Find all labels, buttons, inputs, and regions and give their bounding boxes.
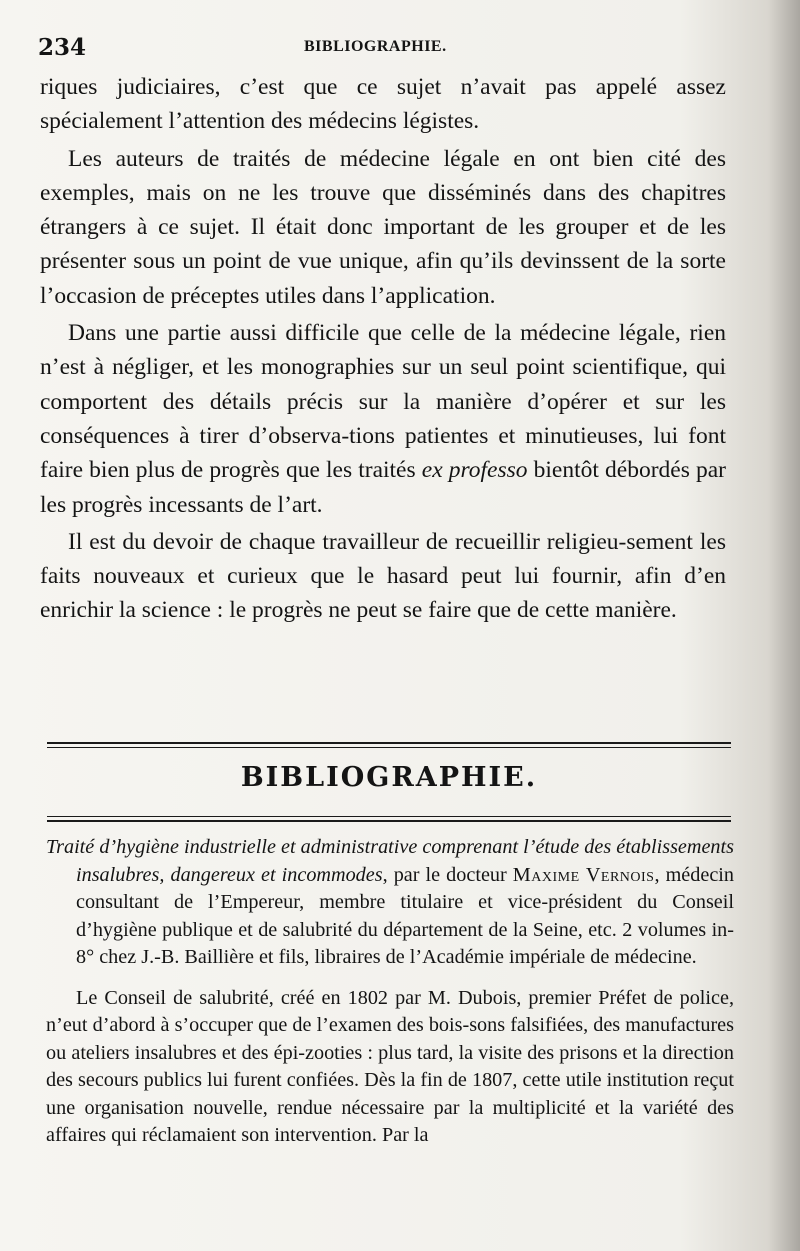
book-entry (46, 834, 734, 972)
page-header (38, 34, 738, 60)
paragraph-text: bientôt débordés par les progrès incessants de l’art. (40, 457, 726, 518)
section-title: BIBLIOGRAPHIE. (240, 762, 538, 793)
book-entry-text: , médecin consultant de l’Empereur, membre titulaire et vice-président du Conseil d’hygiène publique et de salubrité du département de la Seine, etc. 2 volumes in-8° chez J.-B. Baillière et fils, libraires de l’Académie impériale de médecine. (76, 863, 734, 968)
section-rule-thick (47, 742, 731, 744)
page-number: 234 (38, 34, 87, 61)
paragraph-continuation: riques judiciaires, c’est que ce sujet n’avait pas appelé assez spécialement l’attention des médecins légistes. (40, 74, 726, 135)
italic-phrase: ex professo (421, 457, 528, 484)
paragraph: Les auteurs de traités de médecine légale en ont bien cité des exemples, mais on ne les trouve que disséminés dans des chapitres étrangers à ce sujet. Il était donc important de les grouper et de les présenter sous un point de vue unique, afin qu’ils devinssent de la sorte l’occasion de préceptes utiles dans l’application. (40, 145, 726, 309)
paragraph (40, 316, 726, 522)
main-text (40, 70, 726, 628)
book-title: Traité d’hygiène industrielle et administrative comprenant l’étude des établissements insalubres, dangereux et incommodes (46, 836, 734, 886)
bibliography-text (46, 834, 734, 1150)
section-rule-thin (47, 816, 731, 817)
book-author: Maxime Vernois (512, 863, 655, 886)
paragraph: Le Conseil de salubrité, créé en 1802 par M. Dubois, premier Préfet de police, n’eut d’abord à s’occuper que de l’examen des bois-sons falsifiées, des manufactures ou ateliers insalubres et des épi-zooties : plus tard, la visite des prisons et la direction des secours publics lui furent confiées. Dès la fin de 1807, cette utile institution reçut une organisation nouvelle, rendue nécessaire par la multiplicité et la variété des affaires qui réclamaient son intervention. Par la (46, 986, 734, 1146)
running-head: BIBLIOGRAPHIE. (304, 38, 447, 55)
book-entry-text: , par le docteur (382, 863, 513, 886)
paragraph: Il est du devoir de chaque travailleur de recueillir religieu-sement les faits nouveaux et curieux que le hasard peut lui fournir, afin d’en enrichir la science : le progrès ne peut se faire que de cette manière. (40, 528, 726, 624)
paragraph-text: Dans une partie aussi difficile que celle de la médecine légale, rien n’est à négliger, et les monographies sur un seul point scientifique, qui comportent des détails précis sur la manière d’opérer et sur les conséquences à tirer d’observa-tions patientes et minutieuses, lui font faire bien plus de progrès que les traités (40, 320, 726, 484)
section-rule-thin (47, 747, 731, 748)
section-rule-thick (47, 820, 731, 822)
